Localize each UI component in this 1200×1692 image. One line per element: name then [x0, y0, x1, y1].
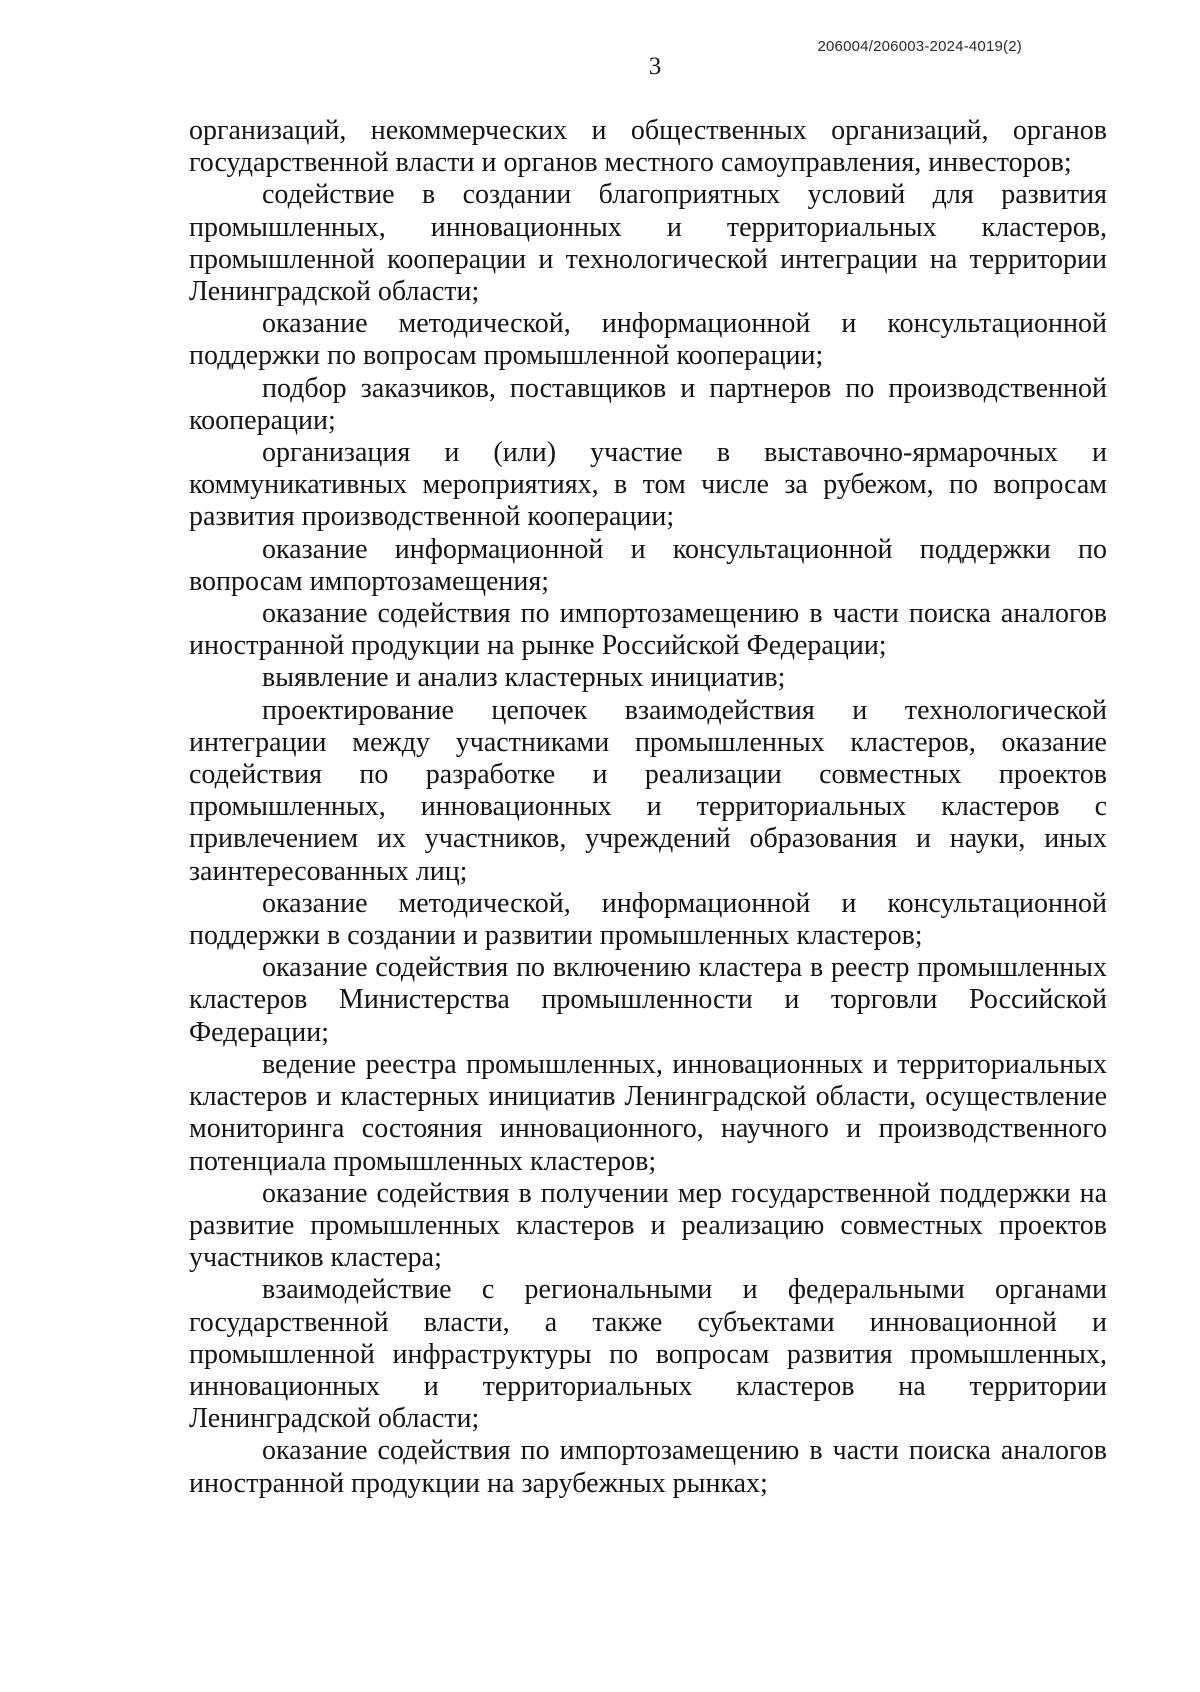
document-registration-number: 206004/206003-2024-4019(2): [817, 38, 1022, 55]
paragraph: оказание содействия по импортозамещению в части поиска аналогов иностранной продукции на рынке Российской Федерации;: [189, 598, 1107, 662]
paragraph: ведение реестра промышленных, инновационных и территориальных кластеров и кластерных инициатив Ленинградской области, осуществление мониторинга состояния инновационного, научного и производственного потенциала промышленных кластеров;: [189, 1048, 1107, 1177]
paragraph: оказание информационной и консультационной поддержки по вопросам импортозамещения;: [189, 533, 1107, 597]
paragraph: содействие в создании благоприятных условий для развития промышленных, инновационных и территориальных кластеров, промышленной кооперации и технологической интеграции на территории Ленинградской области;: [189, 179, 1107, 308]
paragraph: оказание методической, информационной и консультационной поддержки в создании и развитии промышленных кластеров;: [189, 887, 1107, 952]
page-number: 3: [648, 53, 662, 80]
paragraph: оказание содействия по импортозамещению в части поиска аналогов иностранной продукции на зарубежных рынках;: [189, 1435, 1107, 1499]
paragraph: подбор заказчиков, поставщиков и партнеров по производственной кооперации;: [189, 372, 1107, 436]
paragraph: оказание содействия по включению кластера в реестр промышленных кластеров Министерства промышленности и торговли Российской Федерации;: [189, 952, 1107, 1048]
paragraph: выявление и анализ кластерных инициатив;: [262, 662, 786, 694]
paragraph: проектирование цепочек взаимодействия и технологической интеграции между участниками промышленных кластеров, оказание содействия по разработке и реализации совместных проектов промышленных, инновационных и территориальных кластеров с привлечением их участников, учреждений образования и науки, иных заинтересованных лиц;: [189, 694, 1107, 887]
paragraph: оказание методической, информационной и консультационной поддержки по вопросам промышленной кооперации;: [189, 308, 1107, 372]
paragraph: оказание содействия в получении мер государственной поддержки на развитие промышленных кластеров и реализацию совместных проектов участников кластера;: [189, 1177, 1107, 1274]
paragraph: взаимодействие с региональными и федеральными органами государственной власти, а также субъектами инновационной и промышленной инфраструктуры по вопросам развития промышленных, инновационных и территориальных кластеров на территории Ленинградской области;: [189, 1274, 1107, 1435]
paragraph-continuation: организаций, некоммерческих и общественных организаций, органов государственной власти и органов местного самоуправления, инвесторов;: [189, 115, 1107, 179]
paragraph: организация и (или) участие в выставочно-ярмарочных и коммуникативных мероприятиях, в том числе за рубежом, по вопросам развития производственной кооперации;: [189, 437, 1107, 533]
document-body: [189, 115, 1107, 1500]
